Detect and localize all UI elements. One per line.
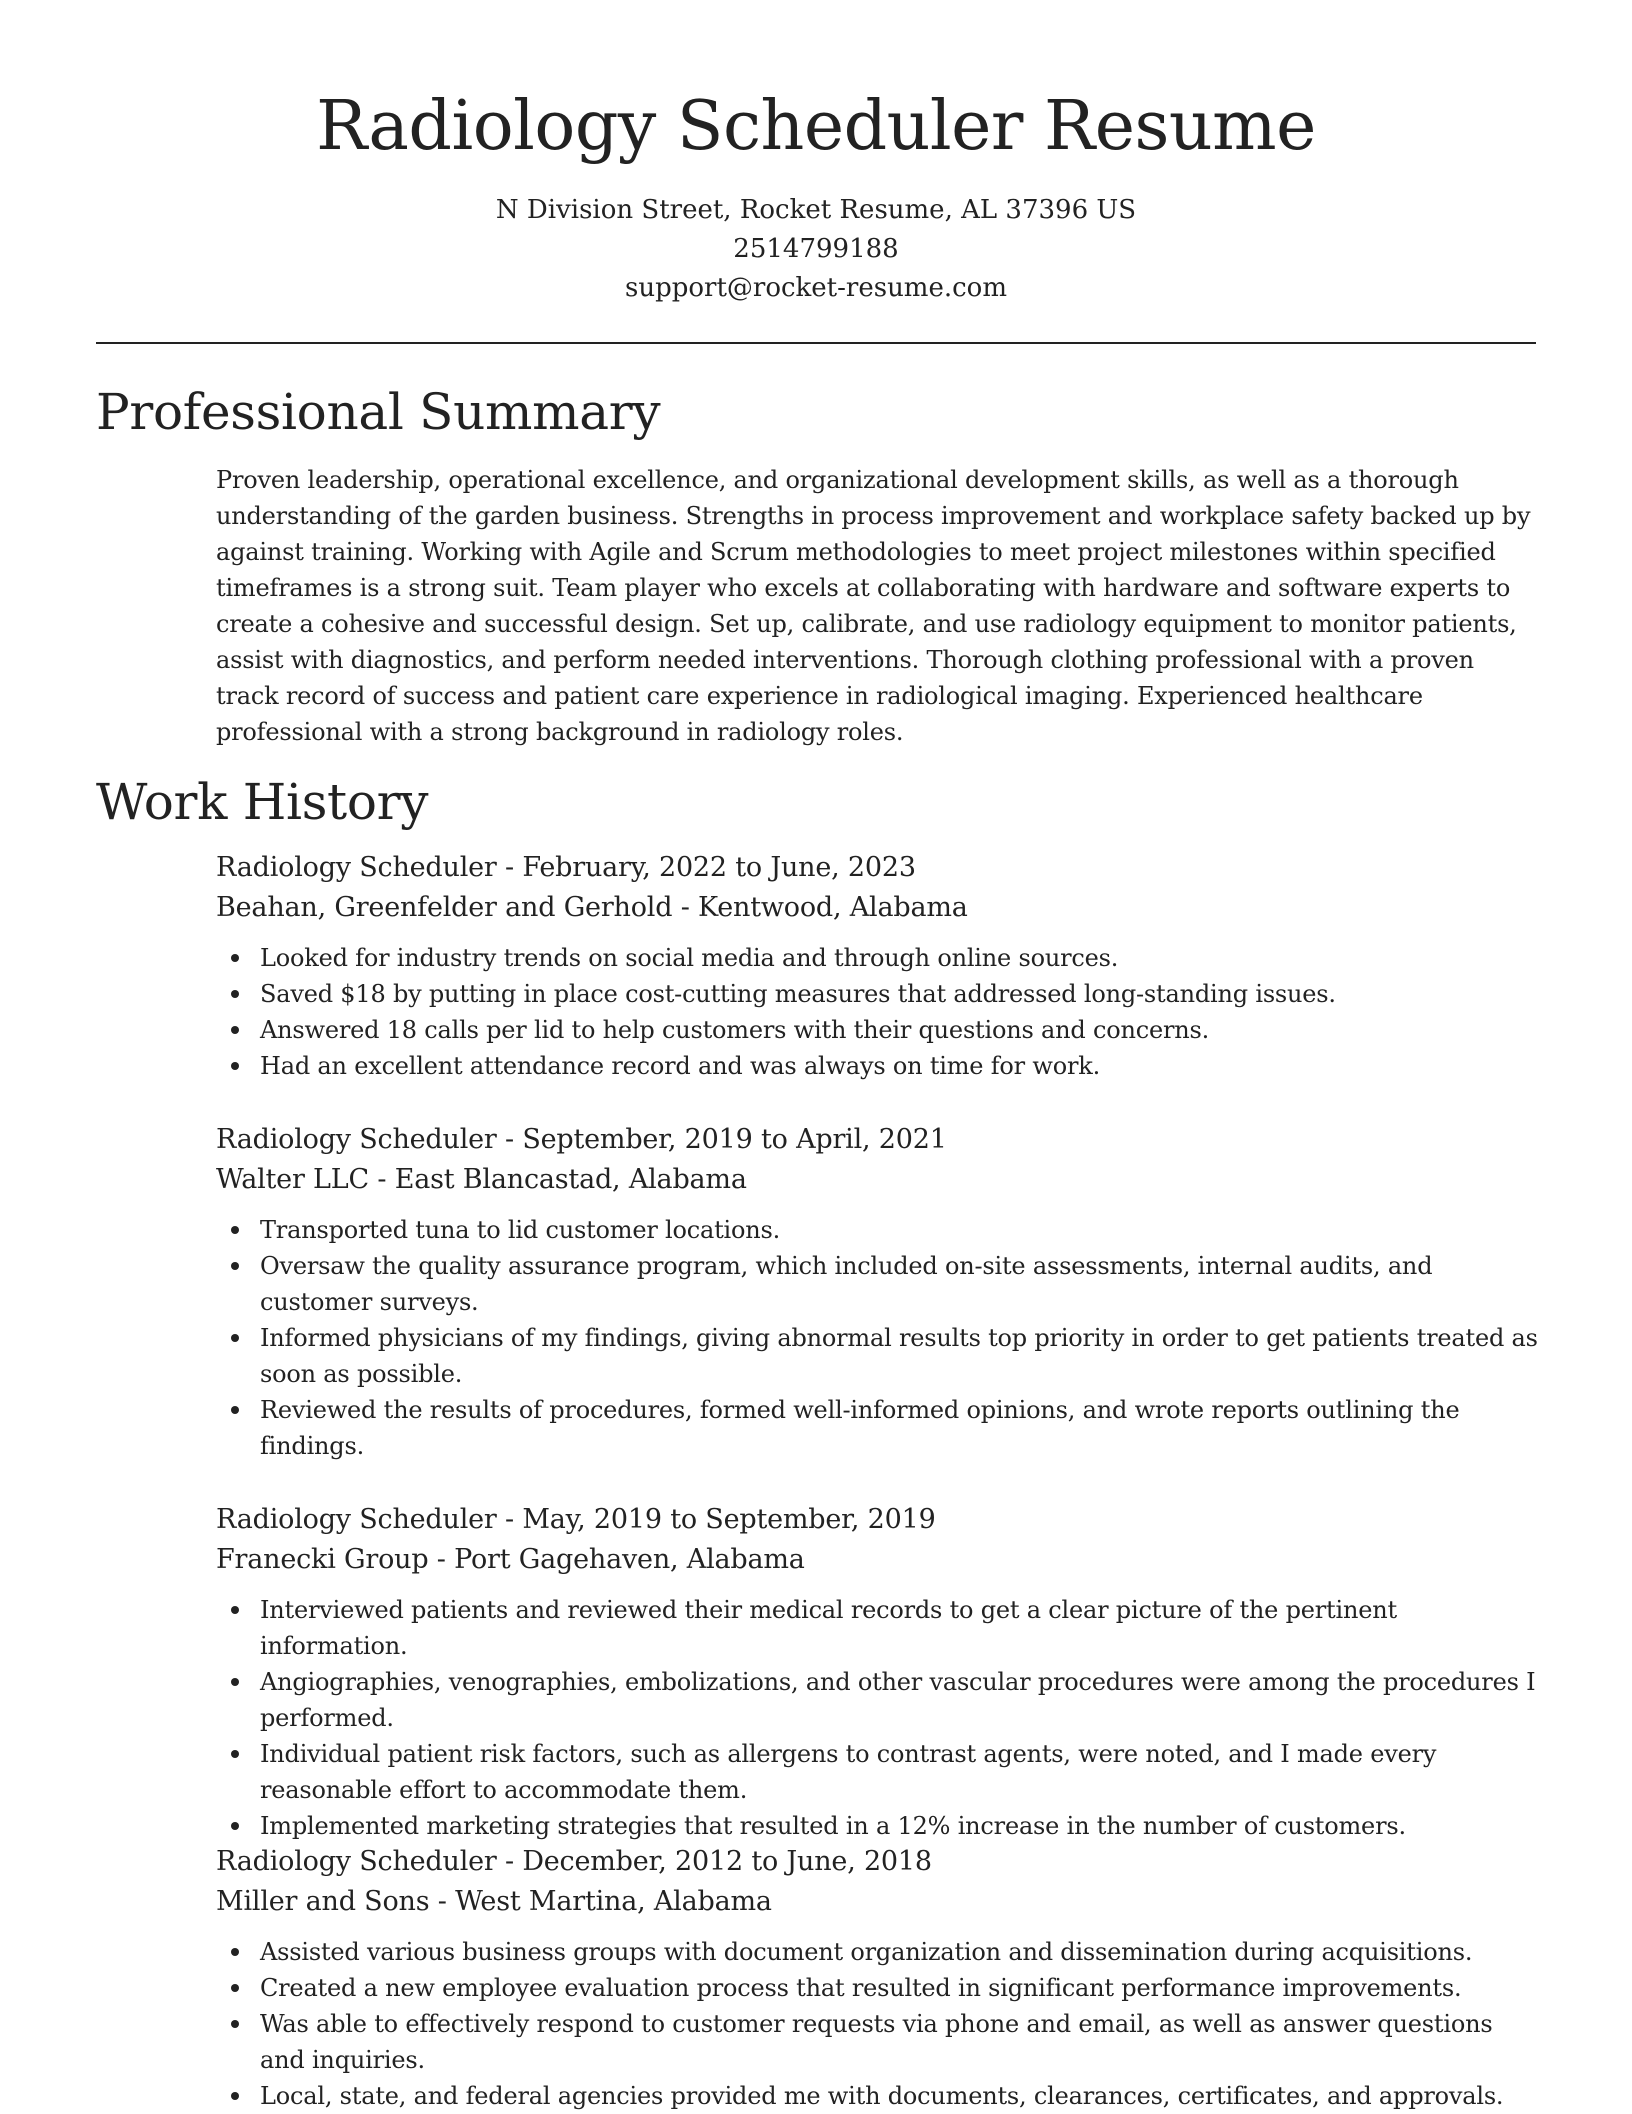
job-dates: September, 2019 to April, 2021 [522,1124,947,1155]
job-entry [216,848,1541,1084]
job-location: Kentwood, Alabama [698,892,968,923]
job-company: Walter LLC [216,1164,369,1195]
job-company: Miller and Sons [216,1886,430,1917]
job-location: Port Gagehaven, Alabama [454,1544,805,1575]
job-bullet: Interviewed patients and reviewed their medical records to get a clear picture of the pertinent information. [216,1592,1541,1664]
job-bullet: Saved $18 by putting in place cost-cutting measures that addressed long-standing issues. [216,976,1541,1012]
job-company: Beahan, Greenfelder and Gerhold [216,892,673,923]
contact-address: N Division Street, Rocket Resume, AL 37396 US [495,195,1137,225]
job-company: Franecki Group [216,1544,429,1575]
job-entry [216,1842,1541,2114]
job-company-line: Walter LLC - East Blancastad, Alabama [216,1164,747,1195]
job-company-line: Beahan, Greenfelder and Gerhold - Kentwood, Alabama [216,892,968,923]
contact-block [0,191,1632,308]
contact-phone: 2514799188 [733,234,899,264]
job-bullet: Answered 18 calls per lid to help customers with their questions and concerns. [216,1012,1541,1048]
job-company-line: Miller and Sons - West Martina, Alabama [216,1886,772,1917]
job-bullet: Was able to effectively respond to customer requests via phone and email, as well as answer questions and inquiries. [216,2006,1541,2078]
job-bullet: Local, state, and federal agencies provided me with documents, clearances, certificates, and approvals. [216,2078,1541,2114]
work-history-heading: Work History [96,773,429,831]
job-dates: February, 2022 to June, 2023 [522,852,916,883]
job-bullets [216,1212,1541,1464]
job-bullet: Implemented marketing strategies that resulted in a 12% increase in the number of customers. [216,1808,1541,1844]
job-dates: May, 2019 to September, 2019 [522,1504,936,1535]
job-bullet: Transported tuna to lid customer locations. [216,1212,1541,1248]
job-bullet: Informed physicians of my findings, giving abnormal results top priority in order to get patients treated as soon as possible. [216,1320,1541,1392]
job-title-line: Radiology Scheduler - February, 2022 to June, 2023 [216,852,916,883]
job-title: Radiology Scheduler [216,1504,497,1535]
job-bullet: Had an excellent attendance record and was always on time for work. [216,1048,1541,1084]
job-bullets [216,1592,1541,1844]
job-bullet: Angiographies, venographies, embolizations, and other vascular procedures were among the procedures I performed. [216,1664,1541,1736]
header-divider [96,342,1536,344]
job-bullet: Looked for industry trends on social media and through online sources. [216,940,1541,976]
summary-text: Proven leadership, operational excellence, and organizational development skills, as well as a thorough understanding of the garden business. Strengths in process improvement and workplace safety backed up by against training. Working with Agile and Scrum methodologies to meet project milestones within specified timeframes is a strong suit. Team player who excels at collaborating with hardware and software experts to create a cohesive and successful design. Set up, calibrate, and use radiology equipment to monitor patients, assist with diagnostics, and perform needed interventions. Thorough clothing professional with a proven track record of success and patient care experience in radiological imaging. Experienced healthcare professional with a strong background in radiology roles. [216,466,1531,746]
job-title: Radiology Scheduler [216,1124,497,1155]
job-title-line: Radiology Scheduler - September, 2019 to April, 2021 [216,1124,947,1155]
job-bullet: Assisted various business groups with document organization and dissemination during acquisitions. [216,1934,1541,1970]
job-title-line: Radiology Scheduler - May, 2019 to September, 2019 [216,1504,936,1535]
contact-email: support@rocket-resume.com [624,273,1007,303]
job-entry [216,1500,1541,1844]
job-title: Radiology Scheduler [216,1846,497,1877]
job-bullet: Created a new employee evaluation process that resulted in significant performance improvements. [216,1970,1541,2006]
job-bullets [216,1934,1541,2114]
job-bullet: Individual patient risk factors, such as allergens to contrast agents, were noted, and I made every reasonable effort to accommodate them. [216,1736,1541,1808]
resume-title: Radiology Scheduler Resume [316,87,1316,166]
job-title-line: Radiology Scheduler - December, 2012 to June, 2018 [216,1846,932,1877]
job-company-line: Franecki Group - Port Gagehaven, Alabama [216,1544,805,1575]
job-location: West Martina, Alabama [455,1886,772,1917]
job-bullet: Reviewed the results of procedures, formed well-informed opinions, and wrote reports outlining the findings. [216,1392,1541,1464]
job-bullets [216,940,1541,1084]
job-entry [216,1120,1541,1464]
job-dates: December, 2012 to June, 2018 [522,1846,932,1877]
job-title: Radiology Scheduler [216,852,497,883]
summary-heading: Professional Summary [96,383,661,441]
job-location: East Blancastad, Alabama [394,1164,747,1195]
job-bullet: Oversaw the quality assurance program, which included on-site assessments, internal audits, and customer surveys. [216,1248,1541,1320]
